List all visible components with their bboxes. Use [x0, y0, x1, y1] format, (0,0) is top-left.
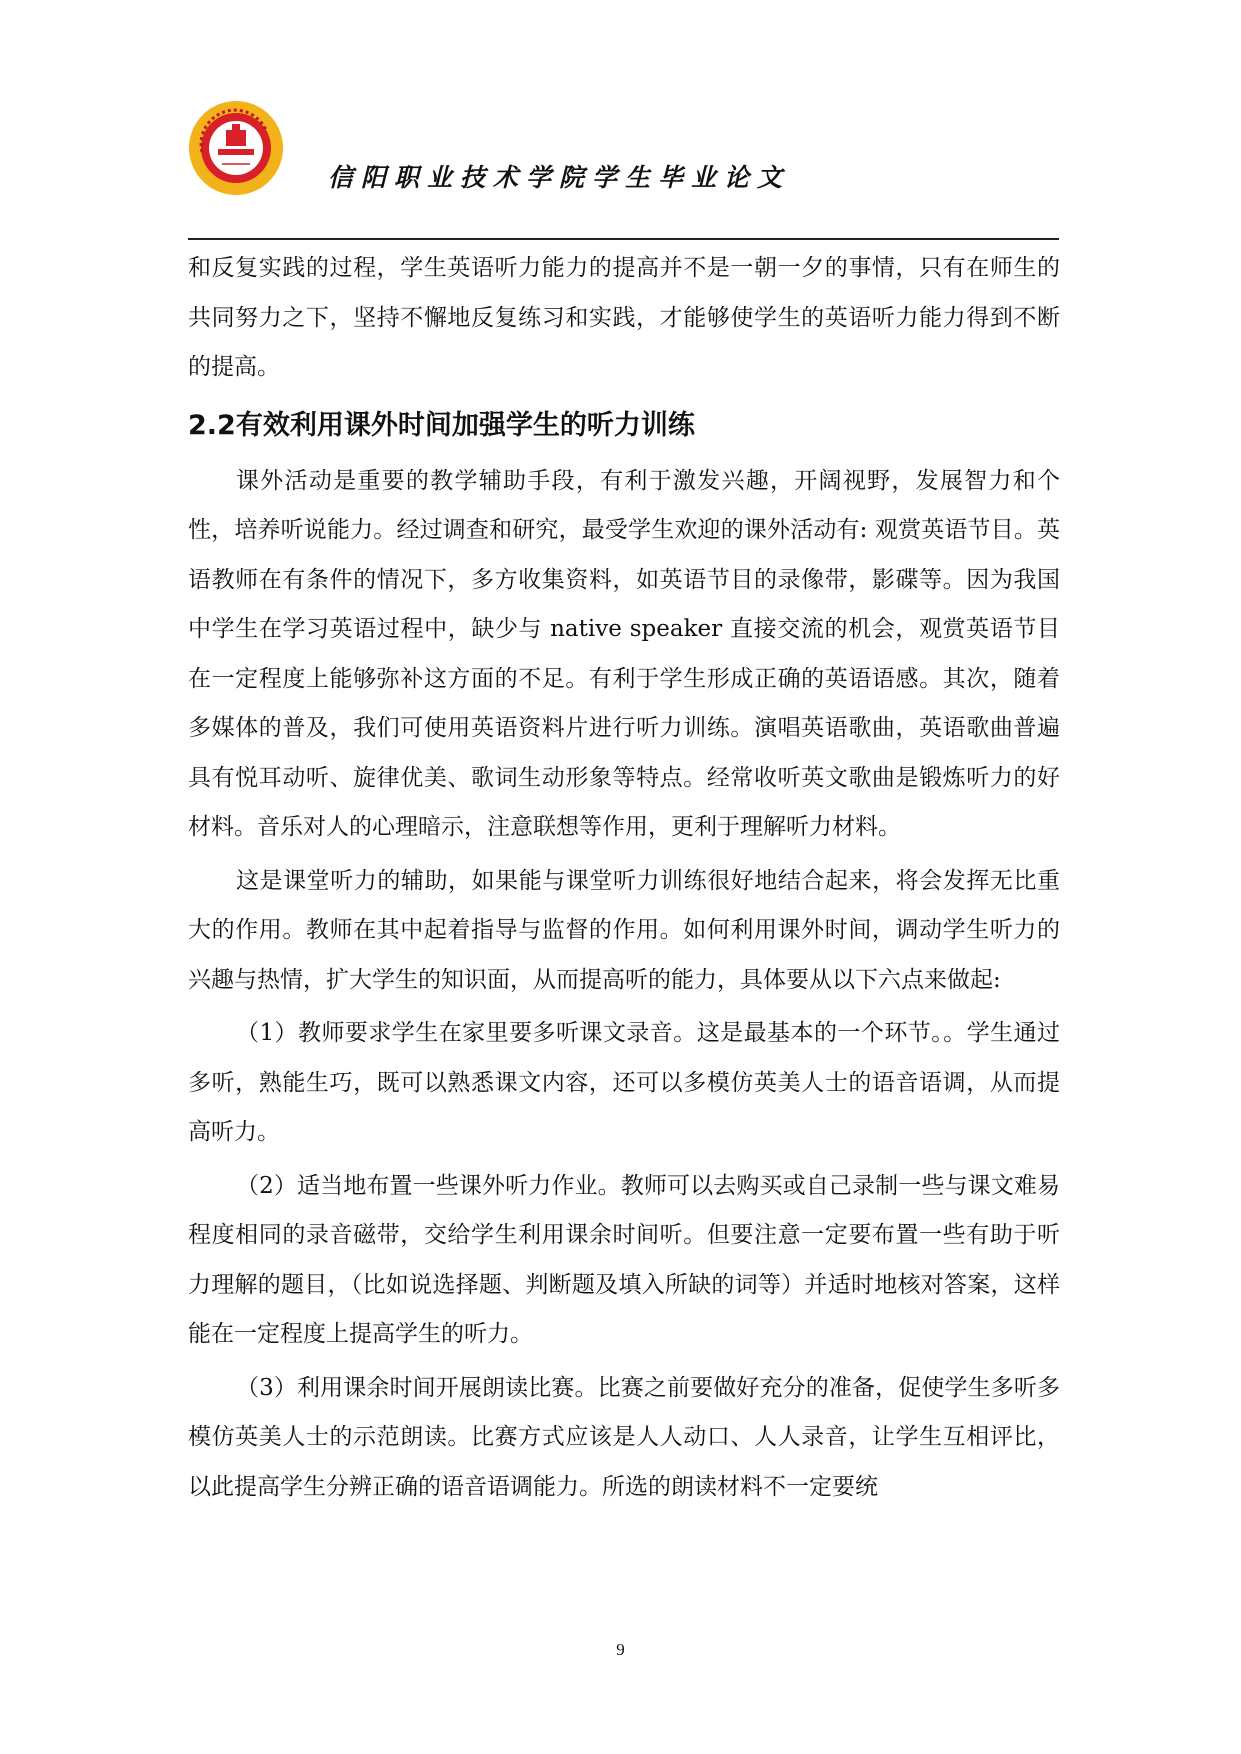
list-item-3: （3）利用课余时间开展朗读比赛。比赛之前要做好充分的准备，促使学生多听多模仿英美人士的示范朗读。比赛方式应该是人人动口、人人录音，让学生互相评比，以此提高学生分辨正确的语音语调能力。所选的朗读材料不一定要统	[188, 1374, 1060, 1500]
seal-abbr-band	[218, 149, 254, 155]
body-paragraph-2: 这是课堂听力的辅助，如果能与课堂听力训练很好地结合起来，将会发挥无比重大的作用。教师在其中起着指导与监督的作用。如何利用课外时间，调动学生听力的兴趣与热情，扩大学生的知识面，从而提高听的能力，具体要从以下六点来做起:	[188, 867, 1060, 993]
page-header	[188, 100, 1058, 240]
page-number: 9	[616, 1640, 625, 1659]
page-body	[188, 244, 1060, 1512]
seal-emblem-top	[232, 124, 240, 132]
seal-emblem	[226, 130, 246, 146]
section-heading: 2.2有效利用课外时间加强学生的听力训练	[188, 409, 695, 441]
header-divider	[188, 238, 1059, 240]
school-seal-icon	[188, 100, 284, 196]
intro-paragraph: 和反复实践的过程，学生英语听力能力的提高并不是一朝一夕的事情，只有在师生的共同努力之下，坚持不懈地反复练习和实践，才能够使学生的英语听力能力得到不断的提高。	[188, 255, 1060, 380]
list-item-1: （1）教师要求学生在家里要多听课文录音。这是最基本的一个环节。。学生通过多听，熟能生巧，既可以熟悉课文内容，还可以多模仿英美人士的语音语调，从而提高听力。	[188, 1020, 1060, 1145]
body-paragraph-1: 课外活动是重要的教学辅助手段，有利于激发兴趣，开阔视野，发展智力和个性，培养听说能力。经过调查和研究，最受学生欢迎的课外活动有: 观赏英语节目。英语教师在有条件的情况下，多方收集资料，如英语节目的录像带，影碟等。因为我国中学生在学习英语过程中，缺少与 native speaker 直接交流的机会，观赏英语节目在一定程度上能够弥补这方面的不足。有利于学生形成正确的英语语感。其次，随着多媒体的普及，我们可使用英语资料片进行听力训练。演唱英语歌曲，英语歌曲普遍具有悦耳动听、旋律优美、歌词生动形象等特点。经常收听英文歌曲是锻炼听力的好材料。音乐对人的心理暗示，注意联想等作用，更利于理解听力材料。	[188, 467, 1060, 840]
thesis-header-title: 信阳职业技术学院学生毕业论文	[328, 163, 791, 192]
list-item-2: （2）适当地布置一些课外听力作业。教师可以去购买或自己录制一些与课文难易程度相同的录音磁带，交给学生利用课余时间听。但要注意一定要布置一些有助于听力理解的题目，（比如说选择题、判断题及填入所缺的词等）并适时地核对答案，这样能在一定程度上提高学生的听力。	[188, 1172, 1060, 1347]
